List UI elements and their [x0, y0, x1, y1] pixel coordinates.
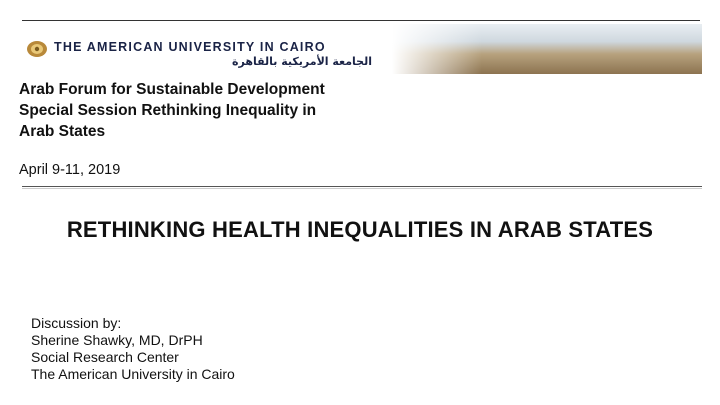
section-divider-shadow: [22, 188, 702, 189]
university-name-arabic: الجامعة الأمريكية بالقاهرة: [232, 55, 373, 68]
institution-name: The American University in Cairo: [31, 366, 235, 382]
event-date: April 9-11, 2019: [19, 162, 121, 178]
photo-fade: [392, 24, 482, 74]
discussion-label: Discussion by:: [31, 315, 122, 331]
forum-title-line-3: Arab States: [19, 123, 106, 140]
discussion-block: [31, 315, 235, 383]
auc-crest-icon: [26, 40, 48, 58]
presenter-name: Sherine Shawky, MD, DrPH: [31, 332, 203, 348]
university-logo: [22, 24, 394, 74]
research-center: Social Research Center: [31, 349, 179, 365]
section-divider: [22, 186, 702, 187]
forum-title-line-2: Special Session Rethinking Inequality in: [19, 102, 317, 119]
university-name: THE AMERICAN UNIVERSITY IN CAIRO: [54, 40, 326, 54]
top-divider: [22, 20, 700, 21]
forum-title-line-1: Arab Forum for Sustainable Development: [19, 81, 325, 98]
university-banner: [22, 24, 702, 74]
forum-title: [19, 79, 399, 142]
presentation-title: RETHINKING HEALTH INEQUALITIES IN ARAB STATES: [66, 217, 654, 242]
